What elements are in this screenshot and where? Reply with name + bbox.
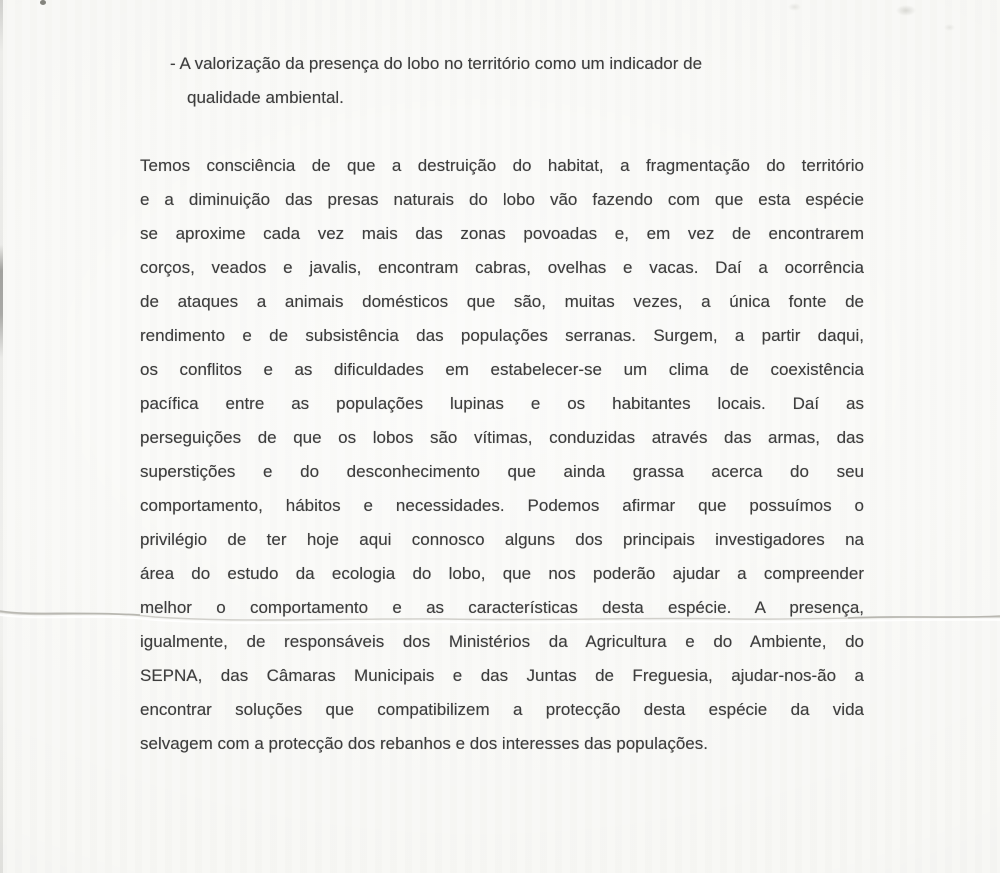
paragraph-line: superstições e do desconhecimento que ainda grassa acerca do seu	[140, 462, 864, 481]
paragraph-line: se aproxime cada vez mais das zonas povoadas e, em vez de encontrarem	[140, 224, 864, 243]
scan-speck	[40, 0, 46, 5]
scan-smudge	[896, 5, 916, 16]
body-paragraph	[140, 149, 864, 761]
scan-edge-shadow	[0, 0, 3, 873]
paragraph-line: rendimento e de subsistência das populações serranas. Surgem, a partir daqui,	[140, 326, 864, 345]
bullet-item	[170, 47, 860, 115]
paragraph-line: de ataques a animais domésticos que são, muitas vezes, a única fonte de	[140, 292, 864, 311]
paragraph-line: melhor o comportamento e as características desta espécie. A presença,	[140, 598, 864, 617]
paragraph-line: perseguições de que os lobos são vítimas, conduzidas através das armas, das	[140, 428, 864, 447]
paragraph-line: selvagem com a protecção dos rebanhos e dos interesses das populações.	[140, 734, 708, 753]
paragraph-line: e a diminuição das presas naturais do lobo vão fazendo com que esta espécie	[140, 190, 864, 209]
scan-smudge	[788, 3, 801, 11]
paragraph-line: os conflitos e as dificuldades em estabelecer-se um clima de coexistência	[140, 360, 864, 379]
paragraph-line: comportamento, hábitos e necessidades. Podemos afirmar que possuímos o	[140, 496, 864, 515]
paragraph-line: área do estudo da ecologia do lobo, que nos poderão ajudar a compreender	[140, 564, 864, 583]
scan-smudge	[944, 24, 955, 31]
bullet-line: - A valorização da presença do lobo no território como um indicador de	[170, 54, 703, 73]
paragraph-line: encontrar soluções que compatibilizem a protecção desta espécie da vida	[140, 700, 864, 719]
paragraph-line: pacífica entre as populações lupinas e os habitantes locais. Daí as	[140, 394, 864, 413]
paragraph-line: privilégio de ter hoje aqui connosco alguns dos principais investigadores na	[140, 530, 864, 549]
paragraph-line: igualmente, de responsáveis dos Ministérios da Agricultura e do Ambiente, do	[140, 632, 864, 651]
paragraph-line: Temos consciência de que a destruição do habitat, a fragmentação do território	[140, 156, 864, 175]
bullet-line: qualidade ambiental.	[187, 88, 344, 107]
paragraph-line: corços, veados e javalis, encontram cabras, ovelhas e vacas. Daí a ocorrência	[140, 258, 864, 277]
paragraph-line: SEPNA, das Câmaras Municipais e das Juntas de Freguesia, ajudar-nos-ão a	[140, 666, 864, 685]
